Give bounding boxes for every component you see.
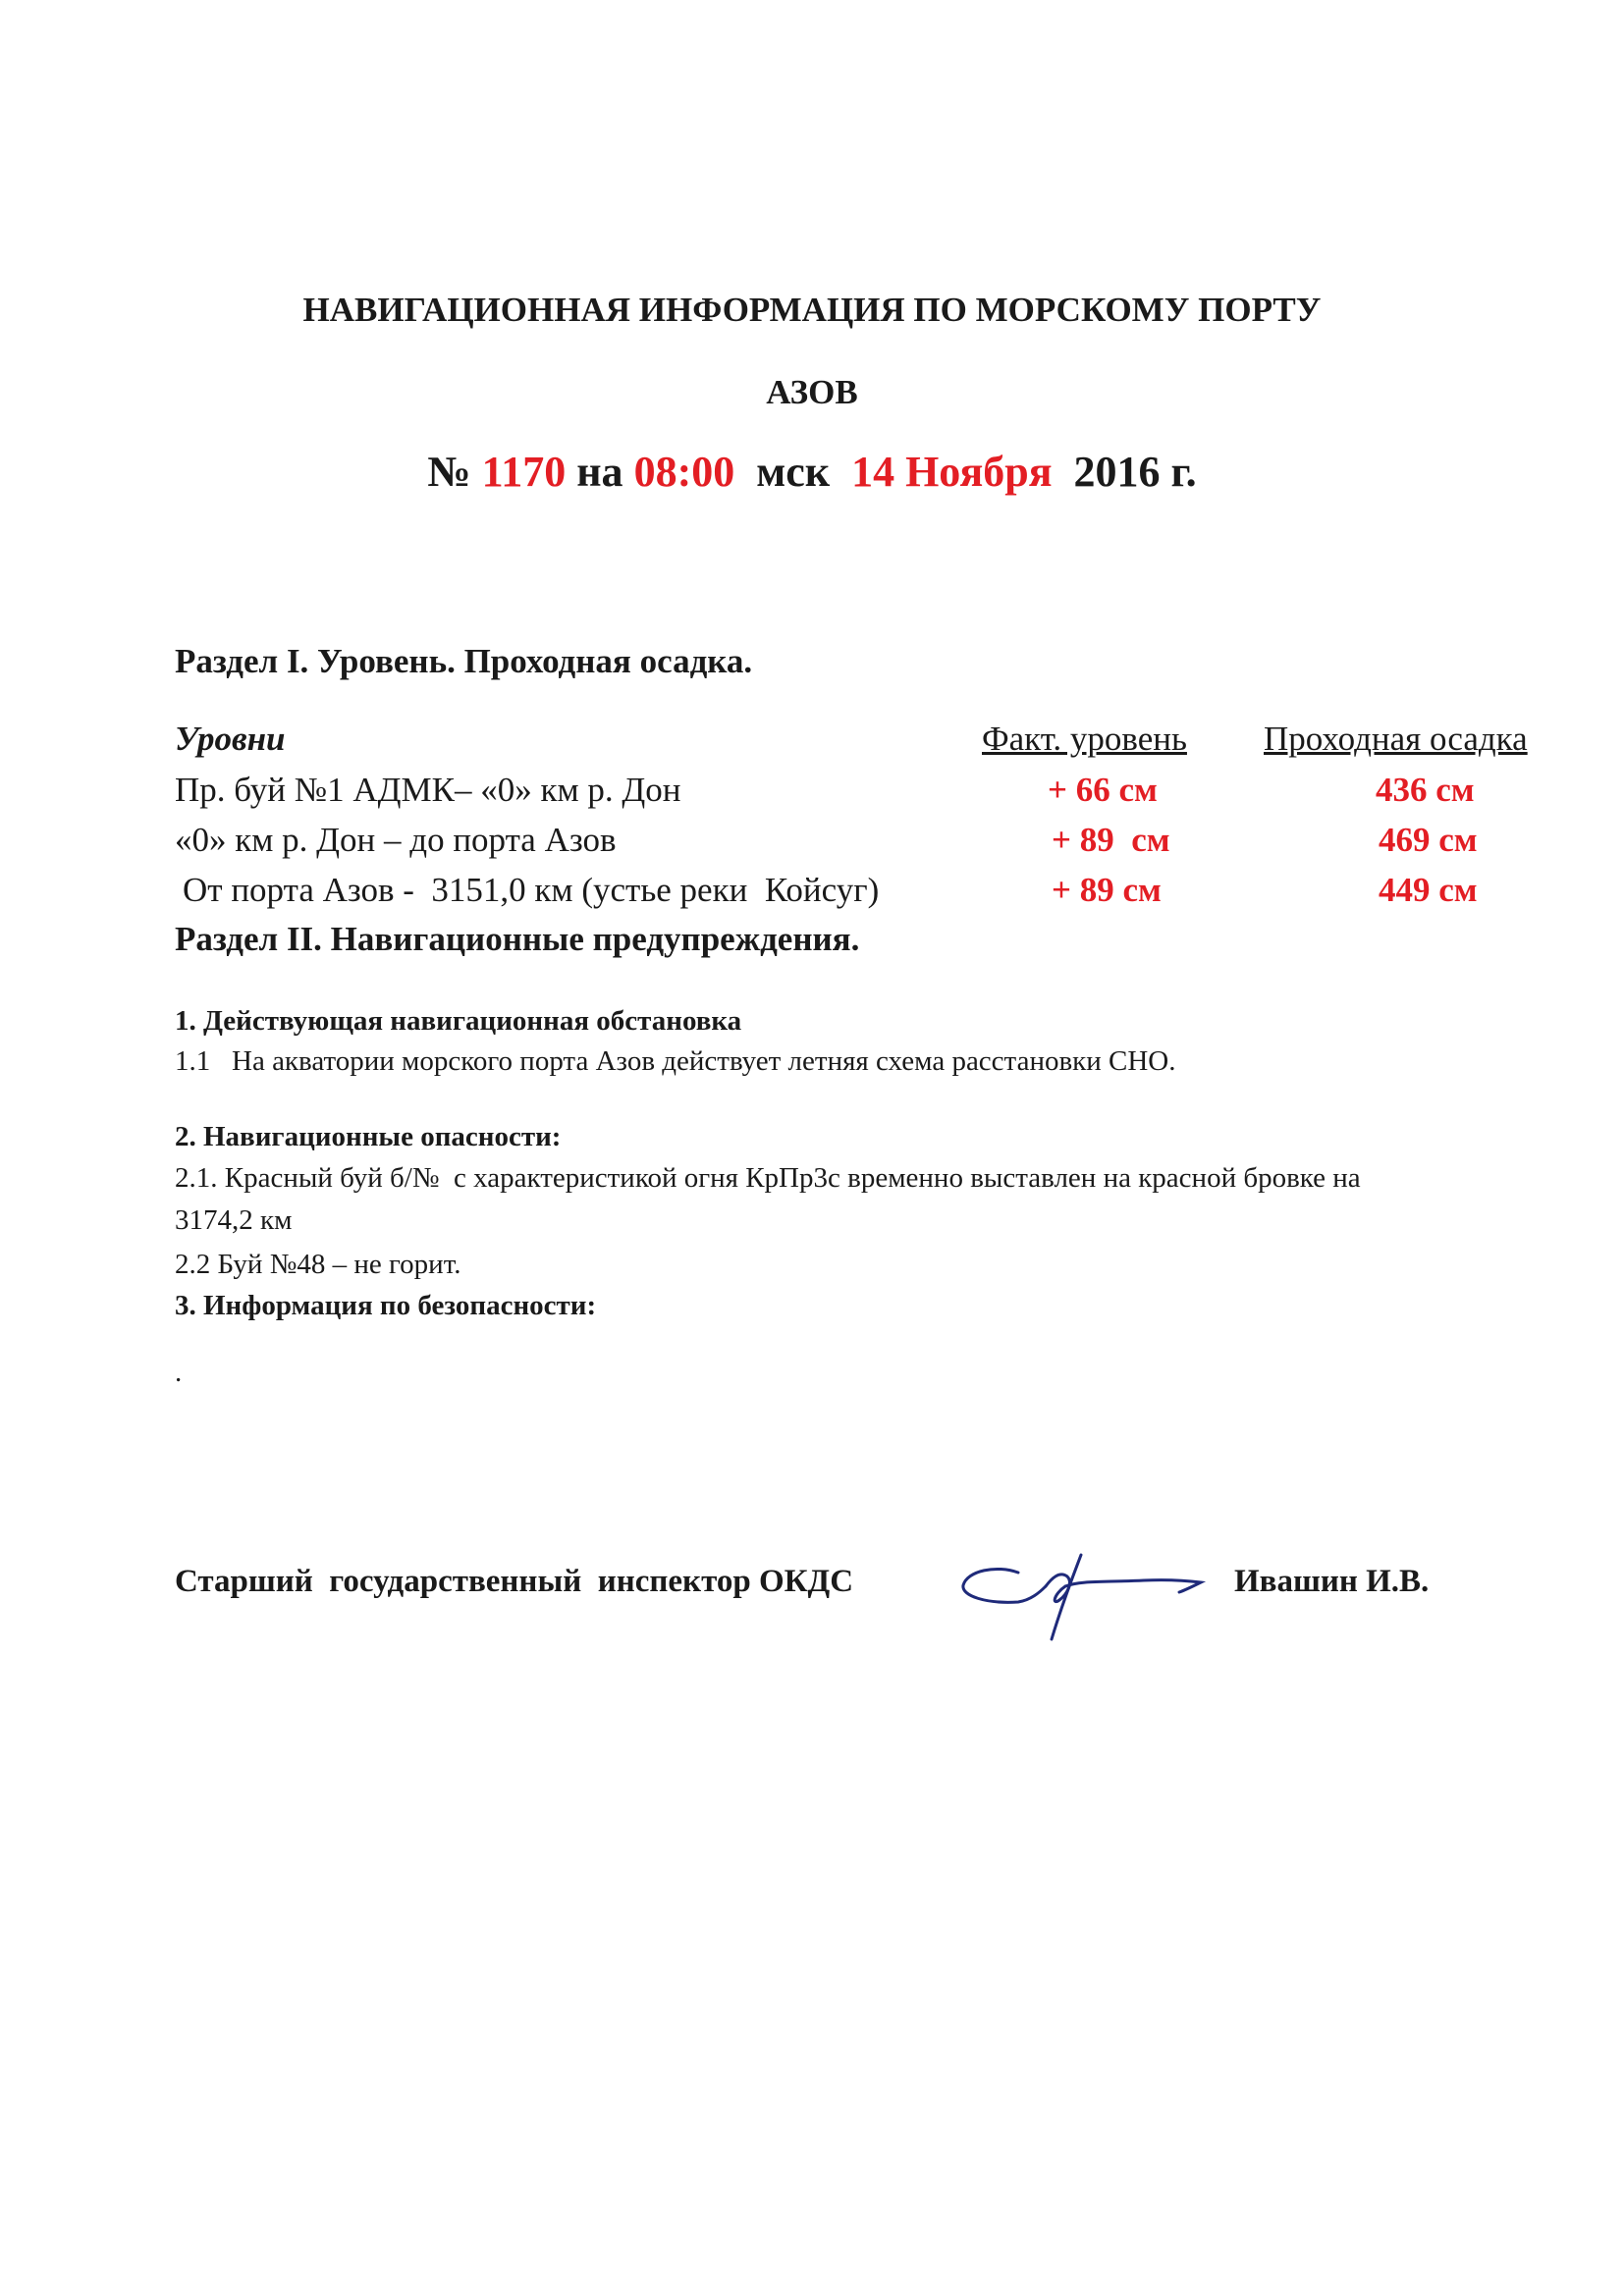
section1-title: Раздел I. Уровень. Проходная осадка. [175,642,753,680]
subsection3-heading: 3. Информация по безопасности: [175,1290,597,1321]
signatory-name: Ивашин И.В. [1234,1564,1430,1599]
bulletin-date: 14 Ноября [851,448,1053,496]
at-label: на [576,448,623,496]
level-row-draft: 449 см [1379,871,1478,909]
fact-level-column-header: Факт. уровень [982,720,1187,758]
bulletin-time: 08:00 [633,448,735,496]
level-row [0,871,1624,914]
section2-title: Раздел II. Навигационные предупреждения. [175,920,860,958]
subsection1-heading: 1. Действующая навигационная обстановка [175,1005,742,1037]
level-row-name: Пр. буй №1 АДМК– «0» км р. Дон [175,771,681,809]
subsection2-text-line1: 2.1. Красный буй б/№ с характеристикой огня КрПр3с временно выставлен на красной бровке на [175,1162,1361,1194]
subsection2-text-line2: 3174,2 км [175,1204,293,1236]
subsection2-text-line3: 2.2 Буй №48 – не горит. [175,1249,461,1280]
level-row-fact-level: + 66 см [1048,771,1158,809]
bulletin-year: 2016 г. [1073,448,1197,496]
level-row-name: От порта Азов - 3151,0 км (устье реки Койсуг) [183,871,880,909]
level-row [0,821,1624,864]
level-row-fact-level: + 89 см [1052,821,1170,859]
document-title: НАВИГАЦИОННАЯ ИНФОРМАЦИЯ ПО МОРСКОМУ ПОРТУ [302,291,1322,329]
level-row-draft: 469 см [1379,821,1478,859]
level-row-fact-level: + 89 см [1052,871,1162,909]
levels-column-header: Уровни [175,720,286,758]
bulletin-number-line [0,447,1624,497]
signatory-role: Старший государственный инспектор ОКДС [175,1564,854,1599]
draft-column-header: Проходная осадка [1264,720,1528,758]
port-name: АЗОВ [766,373,858,411]
subsection2-heading: 2. Навигационные опасности: [175,1121,562,1152]
bulletin-number: 1170 [481,448,567,496]
subsection3-text: . [175,1357,183,1388]
level-row [0,771,1624,814]
number-prefix: № [427,448,471,496]
level-row-draft: 436 см [1376,771,1475,809]
handwritten-signature [957,1531,1208,1649]
subsection1-text: 1.1 На акватории морского порта Азов действует летняя схема расстановки СНО. [175,1045,1176,1077]
timezone-label: мск [756,448,831,496]
level-row-name: «0» км р. Дон – до порта Азов [175,821,617,859]
